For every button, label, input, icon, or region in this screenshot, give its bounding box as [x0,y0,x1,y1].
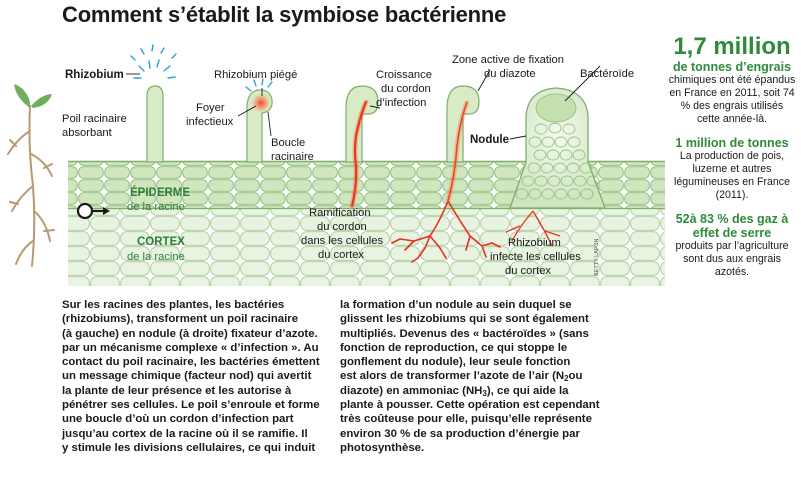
body-line-nh3 [340,384,595,398]
symbiosis-diagram [0,36,665,286]
label-boucle-1: Boucle [271,137,306,149]
subscript-3: 3 [482,388,487,398]
body-line: fonction de reproduction, ce qui stoppe le [340,341,568,354]
label-bacteroide: Bactéroïde [580,68,635,80]
body-line: par un mécanisme complexe « d’infection ». Au [62,341,319,354]
subscript-2: 2 [564,374,569,384]
label-piege: Rhizobium piégé [214,69,298,81]
body-line: la plante de leur présence et les autorise à [62,384,292,397]
label-croissance-1: Croissance [376,69,432,81]
infection-focus [251,93,271,113]
label-epiderme-sub: de la racine [127,201,185,213]
body-line: un message chimique (facteur nod) qui avertit [62,370,312,383]
label-foyer-2: infectieux [186,116,234,128]
body-line: glissent les rhizobiums qui se sont également [340,313,589,326]
rhizobium-bacteria-icon [131,45,176,78]
root-hair-absorbent [147,86,163,162]
label-zone-1: Zone active de fixation [452,54,564,66]
body-line: photosynthèse. [340,441,425,454]
body-line-n2 [340,369,595,383]
label-croissance-3: d’infection [376,97,427,109]
stat-2-text: La production de pois, luzerne et autres légumineuses en France (2011). [673,150,790,201]
stat-3-headline: 52à 83 % des gaz à effet de serre [675,212,789,240]
plant-root-illustration [8,106,54,266]
body-line: (à gauche) en nodule (à droite) fixateur d’azote. [62,327,318,340]
body-line: plante à pousser. Cette opération est cependant [340,399,600,412]
body-line: multipliés. Devenus des « bactéroïdes » (sans [340,327,589,340]
body-line-text: est alors de transformer l’azote de l’air (N [340,370,565,383]
label-cortex-sub: de la racine [127,251,185,263]
stat-1-headline: de tonnes d’engrais [672,60,792,74]
body-line: (rhizobiums), transforment un poil racinaire [62,313,299,326]
body-line-text: ), ce qui aide la [486,384,569,397]
label-ramification-3: dans les cellules [301,235,384,247]
page-title: Comment s’établit la symbiose bactérienne [62,2,507,27]
body-line: pénétrer ses cellules. Le poil s’enroule et forme [62,399,320,412]
body-line: y stimule les divisions cellulaires, ce qui induit [62,441,316,454]
stat-2-headline: 1 million de tonnes [675,136,789,150]
stat-3-text: produits par l’agriculture sont dus aux engrais azotés. [675,240,789,278]
stat-1-text: chimiques ont été épandus en France en 2011, soit 74 % des engrais utilisés cette année-là. [668,74,796,125]
label-rhizobium-infecte-2: infecte les cellules [490,251,581,263]
body-line-text: ou [568,370,583,383]
body-line: très coûteuse pour elle, puisqu’elle représente [340,413,592,426]
label-rhizobium-infecte-3: du cortex [505,265,552,277]
root-hair-trapped [246,79,272,162]
stats-sidebar [668,34,796,279]
body-line: jusqu’au cortex de la racine où il se ramifie. Il [62,427,308,440]
label-ramification-2: du cordon [317,221,367,233]
label-zone-2: du diazote [484,68,536,80]
body-line: une boucle d’où un cordon d’infection part [62,413,294,426]
illustration-credit: BETTY LAFON [594,238,600,276]
label-foyer-1: Foyer [196,102,225,114]
label-ramification-4: du cortex [318,249,365,261]
label-rhizobium: Rhizobium [65,69,124,81]
body-text-column-1 [62,298,324,455]
label-boucle-2: racinaire [271,151,314,163]
stat-1-figure: 1,7 million [673,33,791,60]
label-poil-1: Poil racinaire [62,113,127,125]
body-line: contact du poil racinaire, les bactéries émettent [62,356,320,369]
label-ramification-1: Ramification [309,207,371,219]
body-line: Sur les racines des plantes, les bactéries [62,299,285,311]
body-text-column-2 [340,298,600,455]
label-nodule: Nodule [470,134,509,146]
label-croissance-2: du cordon [381,83,431,95]
leaf-icon [14,84,52,108]
label-cortex: CORTEX [137,236,185,248]
label-poil-2: absorbant [62,127,112,139]
body-line: gonflement du nodule), leur seule fonction [340,356,571,369]
body-line-text: diazote) en ammoniac (NH [340,384,483,397]
label-rhizobium-infecte-1: Rhizobium [508,237,561,249]
body-line: la formation d’un nodule au sein duquel se [340,299,572,311]
body-line: environ 30 % de sa production d’énergie par [340,427,580,440]
label-epiderme: ÉPIDERME [130,187,191,199]
